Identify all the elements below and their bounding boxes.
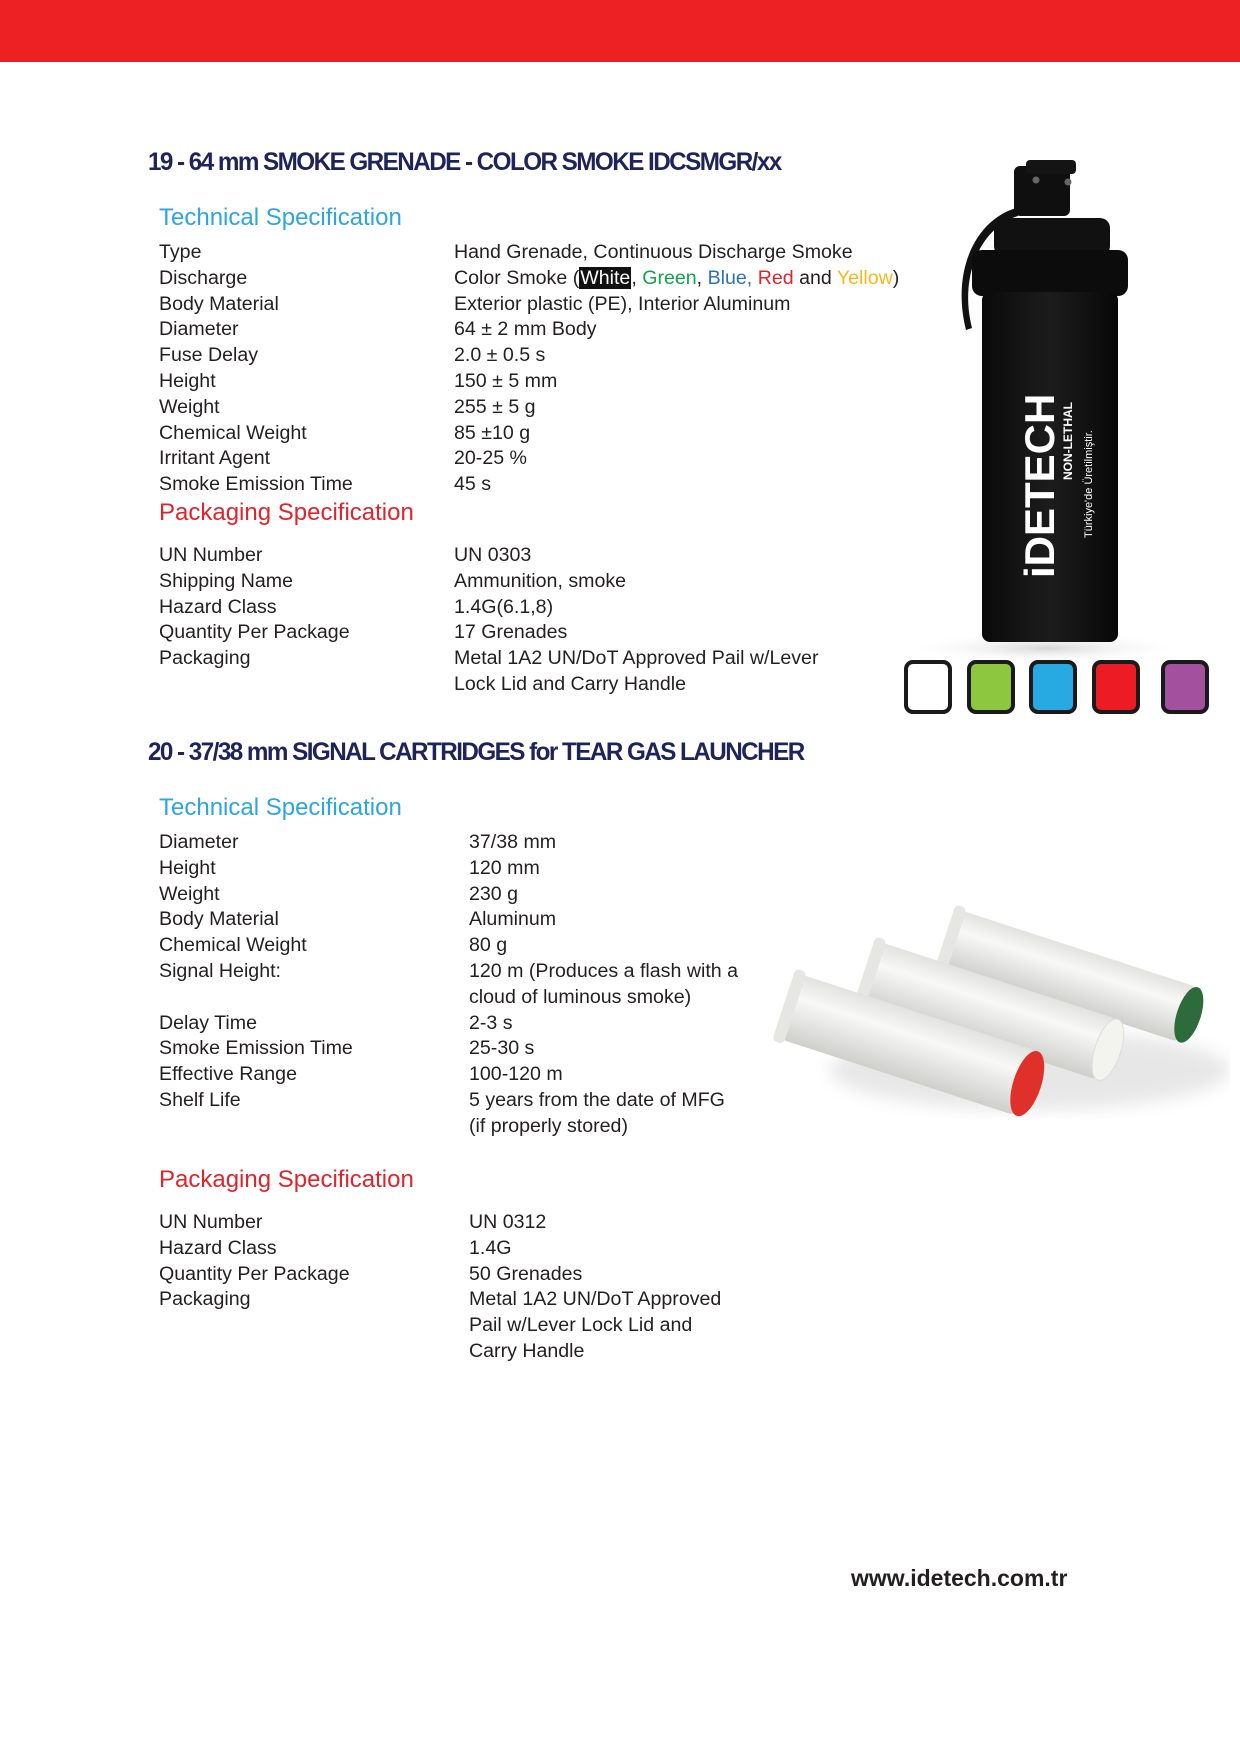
spec-value: 2-3 s (469, 1011, 513, 1034)
spec-label: Smoke Emission Time (159, 1037, 353, 1060)
spec-label: Diameter (159, 831, 239, 853)
spec-value: 1.4G(6.1,8) (454, 595, 554, 618)
text: Color Smoke ( (454, 266, 580, 289)
swatch-white (904, 660, 952, 714)
spec-value-cont: cloud of luminous smoke) (469, 985, 692, 1008)
spec-value: Ammunition, smoke (454, 569, 627, 592)
product2-technical-heading: Technical Specification (159, 794, 402, 821)
spec-label: Hazard Class (159, 1236, 277, 1259)
spec-label: Quantity Per Package (159, 621, 350, 644)
spec-label: Fuse Delay (159, 344, 259, 367)
spec-row (159, 672, 879, 698)
spec-row (159, 543, 879, 569)
spec-row (159, 856, 759, 882)
spec-value: Metal 1A2 UN/DoT Approved (469, 1288, 722, 1311)
spec-value-cont: Carry Handle (469, 1339, 585, 1362)
spec-row (159, 240, 919, 266)
spec-value: 230 g (469, 882, 519, 905)
text: and (793, 266, 837, 289)
spec-row (159, 1262, 759, 1288)
product2-title: 20 - 37/38 mm SIGNAL CARTRIDGES for TEAR GAS LAUNCHER (148, 738, 804, 766)
spec-label (159, 1313, 164, 1339)
spec-row (159, 985, 759, 1011)
spec-label: Diameter (159, 318, 239, 341)
spec-row (159, 620, 879, 646)
spec-value: 1.4G (469, 1236, 512, 1259)
product1-technical-heading: Technical Specification (159, 204, 402, 231)
product2-technical-table (159, 830, 759, 1140)
spec-row (159, 1011, 759, 1037)
spec-label: Height (159, 369, 216, 392)
spec-row (159, 446, 919, 472)
spec-value: UN 0312 (469, 1211, 547, 1233)
spec-label (159, 985, 164, 1011)
spec-row (159, 317, 919, 343)
spec-row (159, 1313, 759, 1339)
product1-title: 19 - 64 mm SMOKE GRENADE - COLOR SMOKE IDCSMGR/xx (148, 148, 781, 176)
spec-label: Shipping Name (159, 569, 293, 592)
spec-label: Height (159, 856, 216, 879)
svg-text:Türkiye'de Üretilmiştir.: Türkiye'de Üretilmiştir. (1083, 430, 1095, 538)
spec-row (159, 1287, 759, 1313)
spec-label: Irritant Agent (159, 447, 271, 470)
spec-row (159, 595, 879, 621)
spec-row (159, 395, 919, 421)
spec-row (159, 1114, 759, 1140)
smoke-grenade-image (906, 160, 1186, 660)
spec-row (159, 907, 759, 933)
spec-value: 64 ± 2 mm Body (454, 318, 597, 341)
spec-row (159, 421, 919, 447)
spec-value: 120 mm (469, 856, 540, 879)
spec-label: Signal Height: (159, 959, 281, 982)
svg-text:NON-LETHAL: NON-LETHAL (1061, 402, 1075, 480)
spec-row (159, 569, 879, 595)
color-green: Green (642, 266, 697, 289)
spec-value: Aluminum (469, 908, 557, 931)
spec-value: 37/38 mm (469, 831, 557, 853)
brand-text: iDETECH (1016, 393, 1063, 578)
spec-row (159, 472, 919, 498)
spec-row (159, 343, 919, 369)
spec-value: 100-120 m (469, 1063, 563, 1086)
spec-row (159, 882, 759, 908)
spec-value: 80 g (469, 934, 508, 957)
spec-value: Metal 1A2 UN/DoT Approved Pail w/Lever (454, 647, 819, 670)
swatch-green (967, 660, 1015, 714)
spec-value: UN 0303 (454, 544, 532, 566)
spec-value: 5 years from the date of MFG (469, 1088, 725, 1111)
spec-row (159, 1088, 759, 1114)
spec-row (159, 1210, 759, 1236)
product2-packaging-table (159, 1210, 759, 1365)
spec-row (159, 266, 919, 292)
spec-label: Hazard Class (159, 595, 277, 618)
spec-value: 20-25 % (454, 447, 527, 470)
spec-label: UN Number (159, 1211, 263, 1233)
swatch-red (1092, 660, 1140, 714)
color-yellow: Yellow (836, 266, 893, 289)
spec-label: Packaging (159, 1288, 251, 1311)
spec-row (159, 1036, 759, 1062)
color-blue: Blue, (707, 266, 753, 289)
color-red: Red (757, 266, 794, 289)
header-red-bar (0, 0, 1240, 62)
spec-row (159, 830, 759, 856)
signal-cartridges-image (770, 870, 1230, 1150)
spec-value-cont: Lock Lid and Carry Handle (454, 672, 686, 695)
spec-label: Smoke Emission Time (159, 473, 353, 496)
spec-label: Chemical Weight (159, 421, 307, 444)
spec-value-discharge (454, 266, 899, 292)
product1-packaging-table (159, 543, 879, 698)
spec-value-cont: (if properly stored) (469, 1114, 628, 1137)
spec-value: Hand Grenade, Continuous Discharge Smoke (454, 241, 853, 263)
spec-label: Delay Time (159, 1011, 257, 1034)
spec-row (159, 1339, 759, 1365)
spec-label: Type (159, 241, 202, 263)
spec-label: Quantity Per Package (159, 1262, 350, 1285)
spec-value: 45 s (454, 473, 492, 496)
spec-label: Weight (159, 395, 220, 418)
spec-value: 50 Grenades (469, 1262, 583, 1285)
spec-label: Chemical Weight (159, 934, 307, 957)
spec-row (159, 959, 759, 985)
text: , (631, 266, 643, 289)
product1-technical-table (159, 240, 919, 498)
spec-row (159, 646, 879, 672)
spec-label: Discharge (159, 266, 248, 289)
spec-value: 120 m (Produces a flash with a (469, 959, 739, 982)
spec-value-cont: Pail w/Lever Lock Lid and (469, 1314, 693, 1337)
spec-label: Body Material (159, 292, 279, 315)
text: , (696, 266, 708, 289)
website-link[interactable]: www.idetech.com.tr (851, 1565, 1068, 1591)
text: ) (892, 266, 900, 289)
color-swatches (904, 660, 1214, 714)
spec-row (159, 933, 759, 959)
swatch-purple (1161, 660, 1209, 714)
spec-value: 255 ± 5 g (454, 395, 536, 418)
spec-value: Exterior plastic (PE), Interior Aluminum (454, 292, 791, 315)
spec-label: Body Material (159, 908, 279, 931)
spec-value: 17 Grenades (454, 621, 568, 644)
spec-label (159, 1114, 164, 1140)
spec-row (159, 1236, 759, 1262)
color-white: White (580, 266, 631, 289)
swatch-blue (1029, 660, 1077, 714)
product2-packaging-heading: Packaging Specification (159, 1166, 414, 1193)
spec-row (159, 292, 919, 318)
spec-row (159, 1062, 759, 1088)
spec-value: 25-30 s (469, 1037, 535, 1060)
spec-label: Weight (159, 882, 220, 905)
spec-label: Packaging (159, 647, 251, 670)
spec-value: 85 ±10 g (454, 421, 531, 444)
spec-value: 150 ± 5 mm (454, 369, 558, 392)
spec-label (159, 1339, 164, 1365)
spec-label: UN Number (159, 544, 263, 566)
product1-packaging-heading: Packaging Specification (159, 499, 414, 526)
spec-row (159, 369, 919, 395)
spec-label: Shelf Life (159, 1088, 241, 1111)
spec-value: 2.0 ± 0.5 s (454, 344, 546, 367)
spec-label (159, 672, 164, 698)
spec-label: Effective Range (159, 1063, 297, 1086)
